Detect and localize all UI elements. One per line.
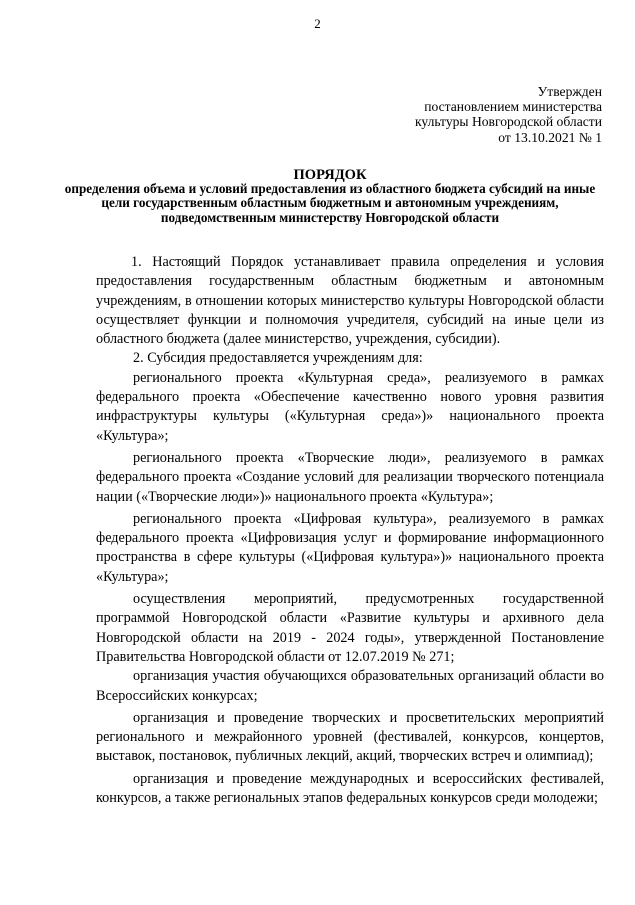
approval-line: Утвержден <box>537 84 602 99</box>
approval-line: постановлением министерства <box>424 99 602 115</box>
paragraph: организация и проведение творческих и просветительских мероприятий регионального и межрайонного уровней (фестивалей, конкурсов, концертов, выставок, постановок, публичных лекций, акций, творческих встреч и олимпиад); <box>96 709 604 765</box>
paragraph: 1. Настоящий Порядок устанавливает правила определения и условия предоставления государственным областным бюджетным и автономным учреждениям, в отношении которых министерство культуры Новгородской области осуществляет функции и полномочия учредителя, субсидий на иные цели из областного бюджета (далее министерство, учреждения, субсидии). <box>96 254 604 348</box>
approval-date-line: от 13.10.2021 № 1 <box>498 129 602 145</box>
page-number: 2 <box>314 16 321 31</box>
approval-line: культуры Новгородской области <box>414 114 602 130</box>
paragraph: организация и проведение международных и всероссийских фестивалей, конкурсов, а также региональных этапов федеральных конкурсов среди молодежи; <box>96 770 604 807</box>
paragraph: регионального проекта «Культурная среда», реализуемого в рамках федерального проекта «Обеспечение качественно нового уровня развития инфраструктуры культуры («Культурная среда»)» национального проекта «Культура»; <box>96 369 604 444</box>
document-subtitle: определения объема и условий предоставления из областного бюджета субсидий на иные цели государственным областным бюджетным и автономным учреждениям, подведомственным министерству Новгородской области <box>64 181 596 225</box>
document-title: ПОРЯДОК <box>293 167 367 183</box>
paragraph: осуществления мероприятий, предусмотренных государственной программой Новгородской области «Развитие культуры и архивного дела Новгородской области на 2019 - 2024 годы», утвержденной Постановление Правительства Новгородской области от 12.07.2019 № 271; <box>96 591 604 665</box>
approval-block <box>415 84 602 145</box>
document-body <box>96 253 604 808</box>
paragraph: организация участия обучающихся образовательных организаций области во Всероссийских конкурсах; <box>96 668 604 704</box>
paragraph: 2. Субсидия предоставляется учреждениям для: <box>133 350 423 367</box>
paragraph: регионального проекта «Цифровая культура», реализуемого в рамках федерального проекта «Цифровизация услуг и формирование информационного пространства в сфере культуры («Цифровая культура»)» национального проекта «Культура»; <box>96 510 604 585</box>
paragraph: регионального проекта «Творческие люди», реализуемого в рамках федерального проекта «Создание условий для реализации творческого потенциала нации («Творческие люди»)» национального проекта «Культура»; <box>96 449 604 505</box>
